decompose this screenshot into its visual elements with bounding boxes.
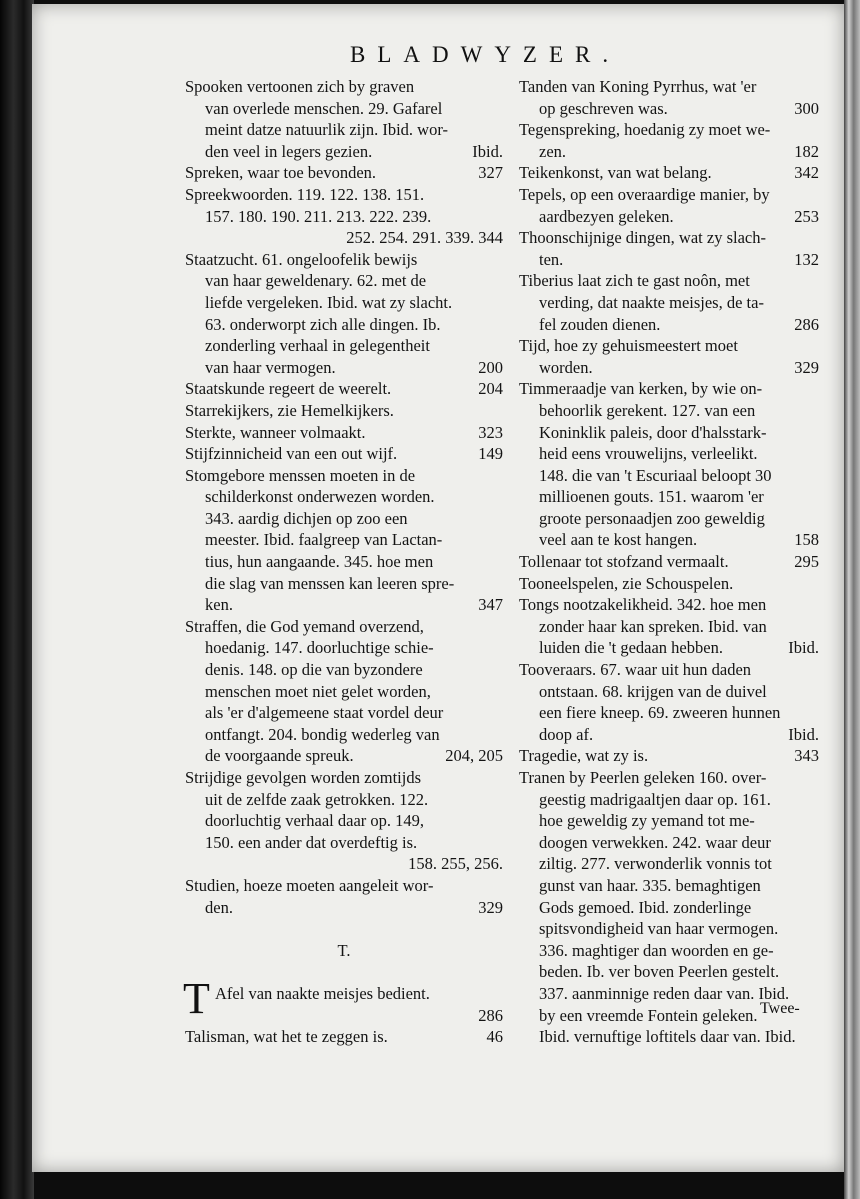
index-entry-line: [519, 119, 819, 141]
entry-text: 148. die van 't Escuriaal beloopt 30: [539, 465, 772, 485]
entry-text: gunst van haar. 335. bemaghtigen: [539, 875, 761, 895]
index-entry-line: [519, 292, 819, 314]
entry-text: den.: [205, 897, 233, 917]
index-entry-line: [185, 335, 503, 357]
entry-text: zonderling verhaal in gelegentheit: [205, 336, 430, 356]
entry-text: Thoonschijnige dingen, wat zy slach-: [519, 228, 766, 248]
entry-text: Starrekijkers, zie Hemelkijkers.: [185, 400, 394, 420]
index-entry-line: [185, 551, 503, 573]
index-entry-line: [519, 508, 819, 530]
index-entry-line: [519, 141, 819, 163]
page-edge: [844, 0, 860, 1199]
index-entry-line: [185, 724, 503, 746]
page-reference: Ibid.: [788, 724, 819, 744]
page-reference: 323: [478, 422, 503, 442]
index-entry-line: [519, 637, 819, 659]
index-entry-line: [185, 98, 503, 120]
index-entry-line: [185, 141, 503, 163]
index-entry-line: [519, 270, 819, 292]
book-spine: [0, 0, 34, 1199]
entry-text: die slag van menssen kan leeren spre-: [205, 573, 455, 593]
entry-text: 252. 254. 291. 339. 344: [346, 228, 503, 248]
entry-text: hoe geweldig zy yemand tot me-: [539, 811, 755, 831]
index-entry-line: [185, 594, 503, 616]
page-reference: 286: [794, 314, 819, 334]
entry-text: Tollenaar tot stofzand vermaalt.: [519, 552, 729, 572]
index-entry-line: [519, 681, 819, 703]
index-entry-line: [185, 314, 503, 336]
entry-text: Gods gemoed. Ibid. zonderlinge: [539, 897, 752, 917]
entry-text: Tooveraars. 67. waar uit hun daden: [519, 660, 752, 680]
index-entry-line: [185, 616, 503, 638]
index-entry-line: [519, 335, 819, 357]
entry-text: Spooken vertoonen zich by graven: [185, 77, 415, 96]
index-entry-line: [519, 443, 819, 465]
entry-text: Koninklik paleis, door d'halsstark-: [539, 422, 767, 442]
page-reference: 286: [478, 1005, 503, 1025]
entry-text: Tranen by Peerlen geleken 160. over-: [519, 768, 767, 787]
index-entry-line: [185, 940, 503, 962]
index-entry-line: [185, 292, 503, 314]
index-entry-line: [519, 875, 819, 897]
page-reference: 253: [794, 206, 819, 226]
index-entry-line: [519, 162, 819, 184]
index-entry-line: [519, 422, 819, 444]
page-reference: 204, 205: [445, 746, 503, 766]
page-reference: 329: [794, 357, 819, 377]
page-reference: 329: [478, 897, 503, 917]
index-entry-line: [519, 465, 819, 487]
index-entry-line: [185, 270, 503, 292]
entry-text: fel zouden dienen.: [539, 314, 661, 334]
index-entry-line: [185, 681, 503, 703]
page-reference: 182: [794, 141, 819, 161]
entry-text: 158. 255, 256.: [408, 854, 503, 874]
index-entry-line: [519, 810, 819, 832]
index-entry-line: [519, 918, 819, 940]
index-entry-line: [185, 119, 503, 141]
entry-text: spitsvondigheid van haar vermogen.: [539, 919, 779, 939]
entry-text: Tegenspreking, hoedanig zy moet we-: [519, 120, 771, 140]
entry-text: Tijd, hoe zy gehuismeestert moet: [519, 336, 738, 356]
entry-text: 157. 180. 190. 211. 213. 222. 239.: [205, 206, 432, 226]
page-reference: 149: [478, 444, 503, 464]
index-entry-line: [519, 76, 819, 98]
index-entry-line: [519, 789, 819, 811]
index-entry-line: [185, 745, 503, 767]
entry-text: Stomgebore menssen moeten in de: [185, 465, 416, 485]
index-entry-line: [519, 314, 819, 336]
index-entry-line: [519, 529, 819, 551]
index-entry-line: [185, 702, 503, 724]
page-reference: 327: [478, 163, 503, 183]
index-entry-line: [185, 184, 503, 206]
index-entry-line: [185, 206, 503, 228]
index-entry-line: [519, 897, 819, 919]
index-entry-line: [185, 875, 503, 897]
index-entry-line: [185, 897, 503, 919]
entry-text: ontfangt. 204. bondig wederleg van: [205, 724, 440, 744]
index-entry-line: [185, 443, 503, 465]
index-entry-line: [185, 422, 503, 444]
index-entry-line: [185, 789, 503, 811]
catchword: Twee-: [760, 1000, 800, 1017]
entry-text: Tanden van Koning Pyrrhus, wat 'er: [519, 77, 757, 96]
index-entry-line: [519, 961, 819, 983]
entry-text: op geschreven was.: [539, 98, 668, 118]
page-reference: 343: [794, 746, 819, 766]
index-entry-line: [519, 249, 819, 271]
index-entry-line: [185, 357, 503, 379]
entry-text: schilderkonst onderwezen worden.: [205, 487, 435, 507]
index-column-left: [185, 76, 503, 1048]
index-entry-line: [185, 573, 503, 595]
page-header: BLADWYZER.: [350, 42, 621, 67]
index-entry-line: [519, 184, 819, 206]
index-entry-line: [519, 206, 819, 228]
index-entry-line: [519, 940, 819, 962]
index-entry-line: [519, 745, 819, 767]
entry-text: worden.: [539, 357, 593, 377]
entry-text: denis. 148. op die van byzondere: [205, 660, 423, 680]
entry-text: 63. onderworpt zich alle dingen. Ib.: [205, 314, 441, 334]
index-entry-line: [519, 702, 819, 724]
index-entry-line: [519, 594, 819, 616]
entry-text: zen.: [539, 141, 567, 161]
entry-text: Tiberius laat zich te gast noôn, met: [519, 271, 750, 291]
index-entry-line: [185, 853, 503, 875]
index-entry-line: [185, 249, 503, 271]
entry-text: Afel van naakte meisjes bedient.: [215, 983, 430, 1003]
index-entry-line: [519, 486, 819, 508]
index-entry-line: [519, 616, 819, 638]
index-entry-line: [519, 551, 819, 573]
entry-text: behoorlik gerekent. 127. van een: [539, 400, 756, 420]
entry-text: ontstaan. 68. krijgen van de duivel: [539, 681, 767, 701]
entry-text: van haar vermogen.: [205, 357, 336, 377]
entry-text: Spreekwoorden. 119. 122. 138. 151.: [185, 184, 425, 204]
entry-text: 150. een ander dat overdeftig is.: [205, 832, 418, 852]
index-entry-line: [519, 1026, 819, 1048]
entry-text: luiden die 't gedaan hebben.: [539, 638, 723, 658]
index-column-right: [519, 76, 819, 1048]
entry-text: Tooneelspelen, zie Schouspelen.: [519, 573, 734, 593]
index-entry-line: [185, 767, 503, 789]
index-entry-line: [185, 465, 503, 487]
entry-text: doop af.: [539, 724, 594, 744]
page-reference: 300: [794, 98, 819, 118]
drop-cap: T: [183, 973, 210, 1023]
entry-text: uit de zelfde zaak getrokken. 122.: [205, 789, 429, 809]
index-entry-line: [185, 508, 503, 530]
entry-text: heid eens vrouwelijns, verleelikt.: [539, 444, 758, 464]
entry-text: Stijfzinnicheid van een out wijf.: [185, 444, 398, 464]
index-entry-line: [519, 832, 819, 854]
page-reference: 347: [478, 595, 503, 615]
index-entry-line: [185, 486, 503, 508]
index-entry-line: [185, 529, 503, 551]
entry-text: Talisman, wat het te zeggen is.: [185, 1027, 388, 1047]
entry-text: van haar geweldenary. 62. met de: [205, 271, 427, 291]
entry-text: Teikenkonst, van wat belang.: [519, 163, 712, 183]
entry-text: den veel in legers gezien.: [205, 141, 373, 161]
index-entry-line: [185, 810, 503, 832]
entry-text: Strijdige gevolgen worden zomtijds: [185, 768, 422, 787]
page-reference: Ibid.: [472, 141, 503, 161]
index-entry-line: [185, 162, 503, 184]
index-entry-line: [185, 378, 503, 400]
index-entry-line: [519, 98, 819, 120]
entry-text: 343. aardig dichjen op zoo een: [205, 508, 408, 528]
entry-text: doorluchtig verhaal daar op. 149,: [205, 811, 425, 831]
entry-text: als 'er d'algemeene staat vordel deur: [205, 703, 444, 723]
entry-text: van overlede menschen. 29. Gafarel: [205, 98, 443, 118]
entry-text: Straffen, die God yemand overzend,: [185, 616, 424, 636]
entry-text: liefde vergeleken. Ibid. wat zy slacht.: [205, 292, 453, 312]
entry-text: Tepels, op een overaardige manier, by: [519, 184, 770, 204]
entry-text: Tragedie, wat zy is.: [519, 746, 649, 766]
page-reference: 342: [794, 163, 819, 183]
page-reference: 295: [794, 552, 819, 572]
entry-text: een fiere kneep. 69. zweeren hunnen: [539, 703, 781, 723]
entry-text: beden. Ib. ver boven Peerlen gestelt.: [539, 962, 780, 982]
entry-text: Staatskunde regeert de weerelt.: [185, 379, 392, 399]
index-entry-line: [185, 400, 503, 422]
entry-text: ziltig. 277. verwonderlik vonnis tot: [539, 854, 772, 874]
entry-text: Sterkte, wanneer volmaakt.: [185, 422, 366, 442]
index-entry-line: [185, 1005, 503, 1027]
entry-text: geestig madrigaaltjen daar op. 161.: [539, 789, 771, 809]
entry-text: aardbezyen geleken.: [539, 206, 674, 226]
page-reference: 200: [478, 357, 503, 377]
page-reference: 46: [486, 1027, 503, 1047]
index-entry-line: [519, 767, 819, 789]
entry-text: doogen verwekken. 242. waar deur: [539, 832, 771, 852]
page-reference: 132: [794, 249, 819, 269]
entry-text: ken.: [205, 595, 233, 615]
entry-text: verding, dat naakte meisjes, de ta-: [539, 292, 764, 312]
index-entry-line: [519, 400, 819, 422]
index-entry-line: [185, 832, 503, 854]
entry-text: groote personaadjen zoo geweldig: [539, 508, 765, 528]
index-entry-line: [519, 227, 819, 249]
index-entry-line: [519, 724, 819, 746]
entry-text: Ibid. vernuftige loftitels daar van. Ibid.: [539, 1027, 796, 1047]
index-entry-line: [185, 918, 503, 940]
index-entry-line: [185, 76, 503, 98]
entry-text: by een vreemde Fontein geleken.: [539, 1005, 758, 1025]
index-entry-line: [185, 659, 503, 681]
entry-text: 337. aanminnige reden daar van. Ibid.: [539, 983, 790, 1003]
entry-text: menschen moet niet gelet worden,: [205, 681, 431, 701]
index-entry-line: [185, 227, 503, 249]
index-entry-line: [519, 573, 819, 595]
index-entry-line: [185, 961, 503, 983]
index-entry-line: [519, 853, 819, 875]
index-entry-line: [519, 357, 819, 379]
page-reference: 204: [478, 379, 503, 399]
index-entry-line: [519, 378, 819, 400]
entry-text: ten.: [539, 249, 564, 269]
index-entry-line: [519, 659, 819, 681]
entry-text: Tongs nootzakelikheid. 342. hoe men: [519, 595, 767, 615]
entry-text: tius, hun aangaande. 345. hoe men: [205, 552, 434, 572]
page-reference: Ibid.: [788, 638, 819, 658]
entry-text: veel aan te kost hangen.: [539, 530, 698, 550]
page-reference: 158: [794, 530, 819, 550]
entry-text: meester. Ibid. faalgreep van Lactan-: [205, 530, 443, 550]
index-entry-line: [185, 1026, 503, 1048]
entry-text: hoedanig. 147. doorluchtige schie-: [205, 638, 434, 658]
entry-text: Timmeraadje van kerken, by wie on-: [519, 379, 763, 399]
entry-text: meint datze natuurlik zijn. Ibid. wor-: [205, 120, 448, 140]
entry-text: T.: [337, 940, 351, 960]
entry-text: Staatzucht. 61. ongeloofelik bewijs: [185, 249, 418, 269]
entry-text: millioenen gouts. 151. waarom 'er: [539, 487, 764, 507]
entry-text: zonder haar kan spreken. Ibid. van: [539, 616, 767, 636]
index-entry-line: [185, 637, 503, 659]
entry-text: Spreken, waar toe bevonden.: [185, 163, 377, 183]
entry-text: 336. maghtiger dan woorden en ge-: [539, 940, 774, 960]
entry-text: Studien, hoeze moeten aangeleit wor-: [185, 875, 434, 895]
entry-text: de voorgaande spreuk.: [205, 746, 354, 766]
